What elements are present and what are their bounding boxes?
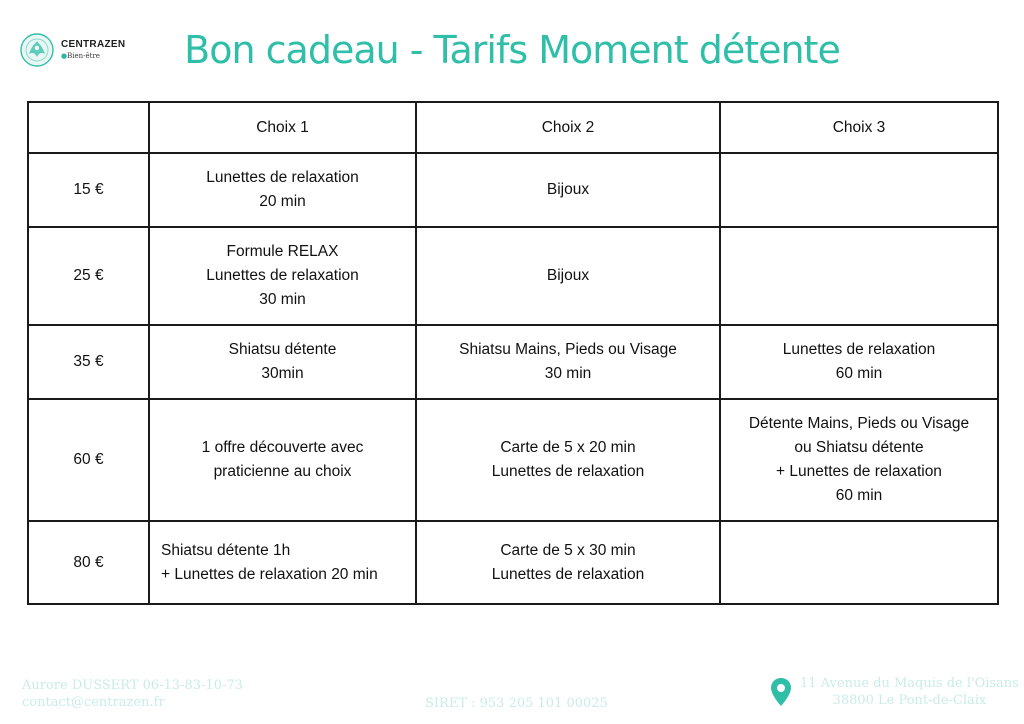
header-choix-1: Choix 1 — [149, 102, 416, 153]
choix-2-cell — [416, 521, 720, 604]
cell-line: 1 offre découverte avec — [201, 439, 364, 456]
table-row — [28, 521, 998, 604]
price-cell: 60 € — [28, 399, 149, 521]
cell-line: Lunettes de relaxation — [491, 463, 645, 480]
cell-line: Bijoux — [546, 181, 590, 198]
choix-3-cell — [720, 227, 998, 325]
cell-line: 60 min — [835, 487, 883, 504]
price-cell: 80 € — [28, 521, 149, 604]
price-cell: 25 € — [28, 227, 149, 325]
choix-1-cell — [149, 521, 416, 604]
choix-3-cell — [720, 153, 998, 227]
brand-subtitle: Bien-être — [67, 52, 100, 60]
price-table — [27, 101, 999, 605]
bullet-icon: ● — [61, 52, 68, 60]
price-cell: 35 € — [28, 325, 149, 399]
choix-3-cell — [720, 399, 998, 521]
table-row — [28, 153, 998, 227]
table-row — [28, 399, 998, 521]
choix-2-cell — [416, 227, 720, 325]
choix-1-cell — [149, 325, 416, 399]
table-row — [28, 325, 998, 399]
cell-line: 30 min — [544, 365, 592, 382]
address-line-1: 11 Avenue du Maquis de l'Oisans — [800, 676, 1019, 691]
footer-contact — [22, 677, 243, 711]
choix-3-cell — [720, 325, 998, 399]
address-line-2: 38800 Le Pont-de-Claix — [832, 693, 987, 708]
choix-2-cell — [416, 399, 720, 521]
footer-siret: SIRET : 953 205 101 00025 — [425, 696, 608, 711]
cell-line: Bijoux — [546, 267, 590, 284]
cell-line: Formule RELAX — [226, 243, 339, 260]
cell-line: Carte de 5 x 30 min — [500, 541, 636, 559]
cell-line: Shiatsu détente 1h — [161, 541, 291, 559]
cell-line: + Lunettes de relaxation 20 min — [161, 565, 378, 583]
choix-1-cell — [149, 227, 416, 325]
page-title: Bon cadeau - Tarifs Moment détente — [184, 28, 840, 72]
table-header-row — [28, 102, 998, 153]
contact-email: contact@centrazen.fr — [22, 695, 165, 710]
choix-2-cell — [416, 325, 720, 399]
cell-line: + Lunettes de relaxation — [776, 463, 942, 480]
price-cell: 15 € — [28, 153, 149, 227]
header-choix-2: Choix 2 — [416, 102, 720, 153]
contact-name-phone: Aurore DUSSERT 06-13-83-10-73 — [22, 678, 243, 693]
cell-line: 30 min — [259, 291, 306, 308]
choix-2-cell — [416, 153, 720, 227]
cell-line: Carte de 5 x 20 min — [500, 439, 636, 456]
cell-line: praticienne au choix — [213, 463, 352, 480]
choix-1-cell — [149, 153, 416, 227]
cell-line: Shiatsu détente — [228, 341, 337, 358]
cell-line: Détente Mains, Pieds ou Visage — [748, 415, 970, 432]
cell-line: ou Shiatsu détente — [794, 439, 924, 456]
choix-3-cell — [720, 521, 998, 604]
cell-line: Lunettes de relaxation — [782, 341, 936, 358]
header-choix-3: Choix 3 — [720, 102, 998, 153]
brand-name: CENTRAZEN — [61, 39, 126, 50]
table-row — [28, 227, 998, 325]
cell-line: 30min — [261, 365, 304, 382]
cell-line: 20 min — [259, 193, 306, 210]
cell-line: Lunettes de relaxation — [206, 169, 359, 186]
cell-line: Lunettes de relaxation — [491, 565, 645, 583]
header-empty-cell — [28, 102, 149, 153]
cell-line: Shiatsu Mains, Pieds ou Visage — [459, 341, 677, 358]
cell-line: 60 min — [835, 365, 883, 382]
cell-line: Lunettes de relaxation — [206, 267, 359, 284]
footer-address — [770, 675, 1019, 709]
choix-1-cell — [149, 399, 416, 521]
map-pin-icon — [770, 677, 792, 707]
